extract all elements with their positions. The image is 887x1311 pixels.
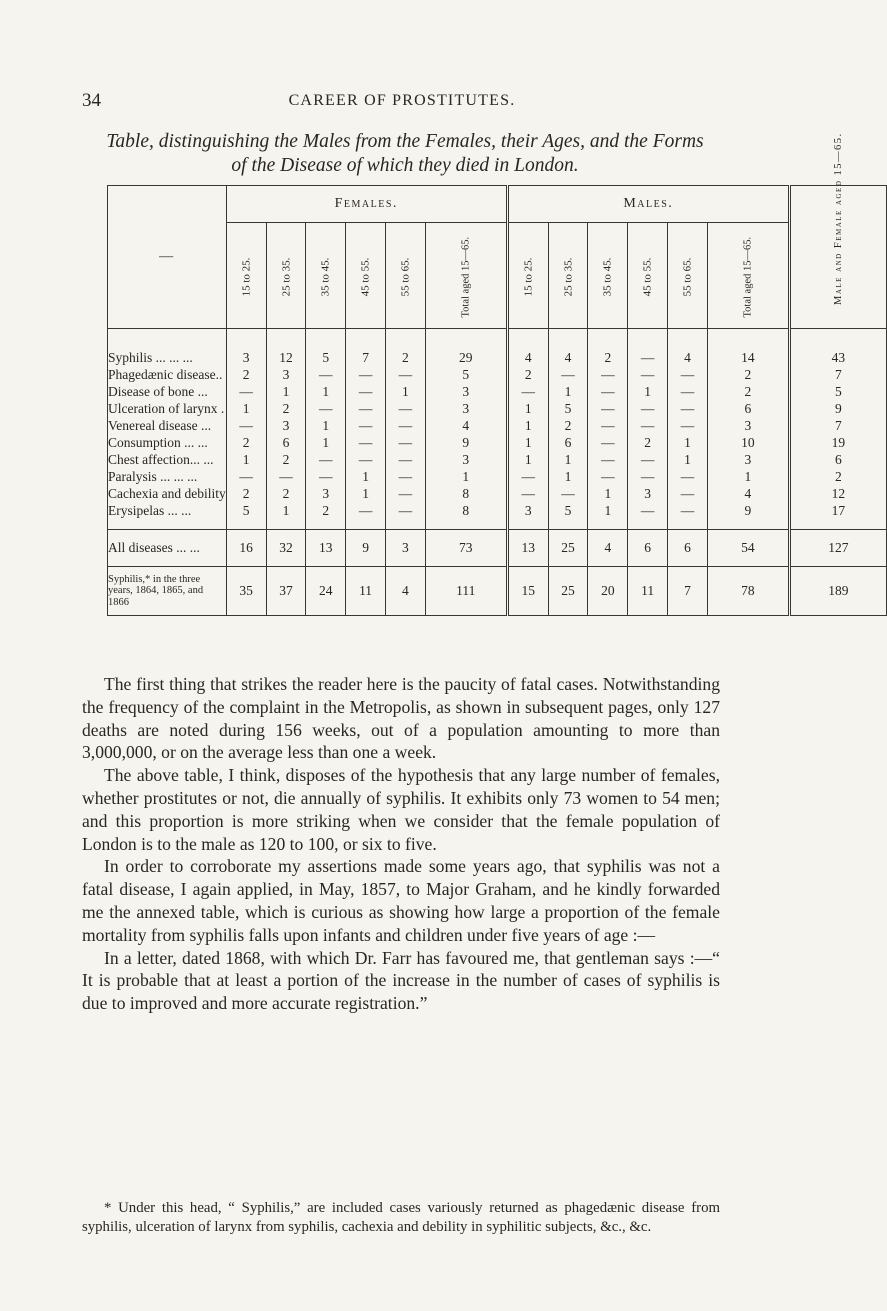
male-cell: 1: [548, 383, 588, 400]
female-cell: 5: [226, 502, 266, 519]
row-label: Phagedænic disease..: [108, 366, 227, 383]
male-cell: 2: [628, 434, 668, 451]
male-cell: —: [668, 400, 708, 417]
female-cell: 3: [226, 349, 266, 366]
table-row: [108, 383, 887, 400]
spacer-cell: [668, 519, 708, 530]
combined-total-cell: 12: [831, 485, 846, 501]
table-row: [108, 468, 887, 485]
spacer-cell: [507, 339, 548, 349]
male-total-cell: 6: [707, 400, 789, 417]
female-cell: 2: [266, 451, 306, 468]
row-label: Syphilis,* in the three years, 1864, 1865, and 1866: [108, 567, 227, 616]
female-age-col: 15 to 25.: [226, 223, 266, 329]
female-cell: —: [226, 383, 266, 400]
female-cell: —: [346, 451, 386, 468]
female-cell: —: [385, 417, 425, 434]
female-total-cell: 3: [425, 400, 507, 417]
spacer-cell: [226, 519, 266, 530]
female-cell: 32: [266, 530, 306, 567]
female-cell: —: [306, 366, 346, 383]
male-cell: 4: [668, 349, 708, 366]
male-cell: —: [588, 468, 628, 485]
spacer-cell: [668, 339, 708, 349]
table-row: [108, 530, 887, 567]
paragraph: The first thing that strikes the reader here is the paucity of fatal cases. Notwithstanding the frequency of the complaint in the Metropolis, as shown in subsequent pages, only 127 deaths are noted during 156 weeks, out of a population amounting to more than 3,000,000, or on the average less than one a week.: [82, 674, 720, 763]
male-total-col: Total aged 15—65.: [707, 223, 789, 329]
male-cell: —: [588, 383, 628, 400]
row-label: All diseases ... ...: [108, 530, 227, 567]
male-cell: —: [628, 468, 668, 485]
female-cell: —: [385, 485, 425, 502]
male-cell: 7: [668, 567, 708, 616]
female-cell: 1: [226, 451, 266, 468]
female-cell: —: [346, 383, 386, 400]
row-label: Chest affection... ...: [108, 451, 227, 468]
table-row: [108, 434, 887, 451]
male-age-col: 55 to 65.: [668, 223, 708, 329]
female-cell: 1: [266, 383, 306, 400]
male-total-cell: 78: [707, 567, 789, 616]
female-age-col: 45 to 55.: [346, 223, 386, 329]
female-cell: —: [385, 434, 425, 451]
male-cell: 25: [548, 530, 588, 567]
female-cell: 2: [226, 485, 266, 502]
female-total-cell: 8: [425, 485, 507, 502]
combined-total-cell: 189: [828, 583, 849, 598]
male-total-cell: 54: [707, 530, 789, 567]
female-cell: 5: [306, 349, 346, 366]
male-cell: 1: [507, 434, 548, 451]
female-cell: 24: [306, 567, 346, 616]
male-cell: 1: [668, 451, 708, 468]
spacer-cell: [628, 339, 668, 349]
combined-total-cell: 17: [831, 502, 846, 518]
male-age-col: 15 to 25.: [507, 223, 548, 329]
male-cell: —: [548, 485, 588, 502]
male-cell: —: [668, 502, 708, 519]
male-cell: 4: [507, 349, 548, 366]
female-cell: 4: [385, 567, 425, 616]
spacer-cell: [266, 519, 306, 530]
spacer-cell: [789, 519, 886, 530]
female-cell: 1: [266, 502, 306, 519]
spacer-cell: [588, 329, 628, 340]
row-label: Erysipelas ... ...: [108, 502, 227, 519]
combined-total-cell: 2: [834, 468, 842, 484]
female-cell: 11: [346, 567, 386, 616]
row-label: Paralysis ... ... ...: [108, 468, 227, 485]
female-cell: 2: [266, 485, 306, 502]
male-cell: 1: [507, 417, 548, 434]
female-age-col: 35 to 45.: [306, 223, 346, 329]
male-cell: 20: [588, 567, 628, 616]
female-cell: 3: [266, 366, 306, 383]
row-label: Cachexia and debility: [108, 485, 226, 501]
row-label: Venereal disease ...: [108, 417, 227, 434]
male-cell: 1: [507, 451, 548, 468]
spacer-cell: [789, 339, 886, 349]
female-cell: —: [306, 400, 346, 417]
female-cell: 13: [306, 530, 346, 567]
male-cell: —: [588, 400, 628, 417]
spacer-cell: [507, 519, 548, 530]
female-cell: 35: [226, 567, 266, 616]
female-cell: 2: [266, 400, 306, 417]
female-cell: —: [385, 366, 425, 383]
female-cell: 3: [306, 485, 346, 502]
page-number: 34: [82, 90, 101, 111]
female-cell: —: [346, 417, 386, 434]
spacer-cell: [385, 339, 425, 349]
page-header: [82, 90, 722, 114]
spacer-cell: [548, 329, 588, 340]
female-cell: 1: [385, 383, 425, 400]
male-cell: 15: [507, 567, 548, 616]
female-total-col: Total aged 15—65.: [425, 223, 507, 329]
combined-total-cell: 7: [834, 366, 842, 382]
combined-total-cell: 19: [831, 434, 846, 450]
table-spacer-row: [108, 329, 887, 340]
spacer-cell: [108, 339, 227, 349]
male-cell: 1: [628, 383, 668, 400]
male-cell: 1: [588, 502, 628, 519]
female-total-cell: 4: [425, 417, 507, 434]
female-cell: —: [226, 417, 266, 434]
male-cell: 4: [548, 349, 588, 366]
female-total-cell: 73: [425, 530, 507, 567]
spacer-cell: [789, 329, 886, 340]
spacer-cell: [226, 329, 266, 340]
table-spacer-row: [108, 339, 887, 349]
combined-total-cell: 6: [834, 451, 842, 467]
male-cell: —: [668, 383, 708, 400]
male-cell: 1: [548, 451, 588, 468]
female-cell: 12: [266, 349, 306, 366]
male-total-cell: 14: [707, 349, 789, 366]
spacer-cell: [588, 519, 628, 530]
male-cell: 4: [588, 530, 628, 567]
female-cell: —: [346, 434, 386, 451]
spacer-cell: [108, 519, 227, 530]
female-cell: —: [226, 468, 266, 485]
female-cell: —: [385, 400, 425, 417]
spacer-cell: [108, 329, 227, 340]
female-cell: 1: [346, 485, 386, 502]
female-cell: 6: [266, 434, 306, 451]
female-cell: 2: [226, 434, 266, 451]
male-total-cell: 1: [707, 468, 789, 485]
spacer-cell: [425, 519, 507, 530]
male-total-cell: 3: [707, 417, 789, 434]
males-header: Males.: [507, 186, 789, 223]
female-total-cell: 3: [425, 451, 507, 468]
male-total-cell: 2: [707, 383, 789, 400]
spacer-cell: [306, 339, 346, 349]
female-cell: 1: [306, 434, 346, 451]
female-cell: —: [346, 400, 386, 417]
female-cell: 3: [385, 530, 425, 567]
male-cell: 1: [548, 468, 588, 485]
table-spacer-row: [108, 519, 887, 530]
male-cell: —: [628, 451, 668, 468]
female-age-col: 25 to 35.: [266, 223, 306, 329]
male-cell: —: [628, 502, 668, 519]
female-cell: 1: [306, 417, 346, 434]
male-age-col: 25 to 35.: [548, 223, 588, 329]
male-cell: 6: [628, 530, 668, 567]
footnote: [82, 1199, 720, 1237]
spacer-cell: [266, 339, 306, 349]
table-row: [108, 400, 887, 417]
row-label: Disease of bone ...: [108, 383, 227, 400]
female-cell: —: [346, 366, 386, 383]
male-cell: 1: [588, 485, 628, 502]
male-total-cell: 9: [707, 502, 789, 519]
female-cell: —: [385, 451, 425, 468]
spacer-cell: [507, 329, 548, 340]
male-cell: —: [668, 468, 708, 485]
table-row: [108, 485, 887, 502]
male-cell: 5: [548, 502, 588, 519]
paragraph: In order to corroborate my assertions made some years ago, that syphilis was not a fatal disease, I again applied, in May, 1857, to Major Graham, and he kindly forwarded me the annexed table, which is curious as showing how large a proportion of the female mortality from syphilis falls upon infants and children under five years of age :—: [82, 856, 720, 945]
male-cell: 2: [548, 417, 588, 434]
combined-total-cell: 9: [834, 400, 842, 416]
female-total-cell: 9: [425, 434, 507, 451]
table-caption: Table, distinguishing the Males from the Females, their Ages, and the Forms of the Disease of which they died in London.: [106, 131, 704, 176]
female-cell: 1: [306, 383, 346, 400]
male-cell: —: [628, 417, 668, 434]
male-cell: —: [588, 451, 628, 468]
male-cell: 13: [507, 530, 548, 567]
female-total-cell: 29: [425, 349, 507, 366]
spacer-cell: [425, 329, 507, 340]
male-cell: —: [507, 383, 548, 400]
female-cell: —: [385, 502, 425, 519]
female-cell: 1: [346, 468, 386, 485]
females-header: Females.: [226, 186, 507, 223]
spacer-cell: [588, 339, 628, 349]
spacer-cell: [226, 339, 266, 349]
spacer-cell: [385, 519, 425, 530]
male-cell: 1: [507, 400, 548, 417]
female-total-cell: 111: [425, 567, 507, 616]
table-row: [108, 366, 887, 383]
corner-cell: —: [108, 186, 227, 329]
male-cell: 11: [628, 567, 668, 616]
spacer-cell: [346, 339, 386, 349]
female-cell: 9: [346, 530, 386, 567]
table-row: [108, 502, 887, 519]
combined-total-cell: 5: [834, 383, 842, 399]
male-age-col: 35 to 45.: [588, 223, 628, 329]
body-text: [82, 673, 720, 1015]
male-cell: —: [548, 366, 588, 383]
spacer-cell: [548, 339, 588, 349]
table-row: [108, 451, 887, 468]
spacer-cell: [306, 329, 346, 340]
female-total-cell: 1: [425, 468, 507, 485]
combined-header: Male and Female aged 15—65.: [789, 186, 886, 329]
male-cell: —: [668, 366, 708, 383]
table-row: [108, 567, 887, 616]
spacer-cell: [266, 329, 306, 340]
female-age-col: 55 to 65.: [385, 223, 425, 329]
female-cell: —: [306, 468, 346, 485]
spacer-cell: [628, 519, 668, 530]
table-row: [108, 349, 887, 366]
male-cell: 25: [548, 567, 588, 616]
paragraph: In a letter, dated 1868, with which Dr. Farr has favoured me, that gentleman says :—“ It is probable that at least a portion of the increase in the number of cases of syphilis is due to improved and more accurate registration.”: [82, 947, 720, 1014]
female-cell: —: [346, 502, 386, 519]
spacer-cell: [707, 339, 789, 349]
male-cell: 6: [548, 434, 588, 451]
spacer-cell: [425, 339, 507, 349]
male-cell: 2: [507, 366, 548, 383]
female-cell: 3: [266, 417, 306, 434]
male-cell: 1: [668, 434, 708, 451]
male-cell: 3: [628, 485, 668, 502]
spacer-cell: [346, 519, 386, 530]
spacer-cell: [668, 329, 708, 340]
male-cell: —: [507, 485, 548, 502]
female-total-cell: 5: [425, 366, 507, 383]
female-total-cell: 8: [425, 502, 507, 519]
male-total-cell: 3: [707, 451, 789, 468]
spacer-cell: [548, 519, 588, 530]
male-cell: —: [588, 417, 628, 434]
combined-total-cell: 43: [831, 349, 846, 365]
female-cell: —: [385, 468, 425, 485]
spacer-cell: [346, 329, 386, 340]
female-cell: 2: [226, 366, 266, 383]
male-cell: 3: [507, 502, 548, 519]
male-cell: 5: [548, 400, 588, 417]
female-cell: 7: [346, 349, 386, 366]
female-cell: 2: [385, 349, 425, 366]
paragraph: The above table, I think, disposes of the hypothesis that any large number of females, whether prostitutes or not, die annually of syphilis. It exhibits only 73 women to 54 men; and this proportion is more striking when we consider that the female population of London is to the male as 120 to 100, or six to five.: [82, 765, 720, 854]
row-label: Consumption ... ...: [108, 434, 227, 451]
row-label: Ulceration of larynx .: [108, 400, 225, 416]
male-cell: —: [507, 468, 548, 485]
female-cell: 2: [306, 502, 346, 519]
male-cell: —: [588, 434, 628, 451]
male-cell: 6: [668, 530, 708, 567]
male-total-cell: 4: [707, 485, 789, 502]
female-cell: 1: [226, 400, 266, 417]
male-cell: 2: [588, 349, 628, 366]
female-cell: 16: [226, 530, 266, 567]
row-label: Syphilis ... ... ...: [108, 349, 227, 366]
male-total-cell: 10: [707, 434, 789, 451]
female-total-cell: 3: [425, 383, 507, 400]
male-cell: —: [668, 417, 708, 434]
male-cell: —: [628, 366, 668, 383]
female-cell: —: [266, 468, 306, 485]
table-row: [108, 417, 887, 434]
combined-total-cell: 127: [828, 540, 849, 555]
spacer-cell: [628, 329, 668, 340]
footnote-text: * Under this head, “ Syphilis,” are included cases variously returned as phagedænic disease from syphilis, ulceration of larynx from syphilis, cachexia and debility in syphilitic subjects, &c., &c.: [82, 1200, 720, 1235]
female-cell: 37: [266, 567, 306, 616]
combined-total-cell: 7: [834, 417, 842, 433]
spacer-cell: [306, 519, 346, 530]
male-cell: —: [588, 366, 628, 383]
male-cell: —: [628, 400, 668, 417]
male-cell: —: [668, 485, 708, 502]
spacer-cell: [385, 329, 425, 340]
female-cell: —: [306, 451, 346, 468]
spacer-cell: [707, 519, 789, 530]
male-age-col: 45 to 55.: [628, 223, 668, 329]
spacer-cell: [707, 329, 789, 340]
male-cell: —: [628, 349, 668, 366]
running-title: CAREER OF PROSTITUTES.: [288, 92, 516, 109]
male-total-cell: 2: [707, 366, 789, 383]
